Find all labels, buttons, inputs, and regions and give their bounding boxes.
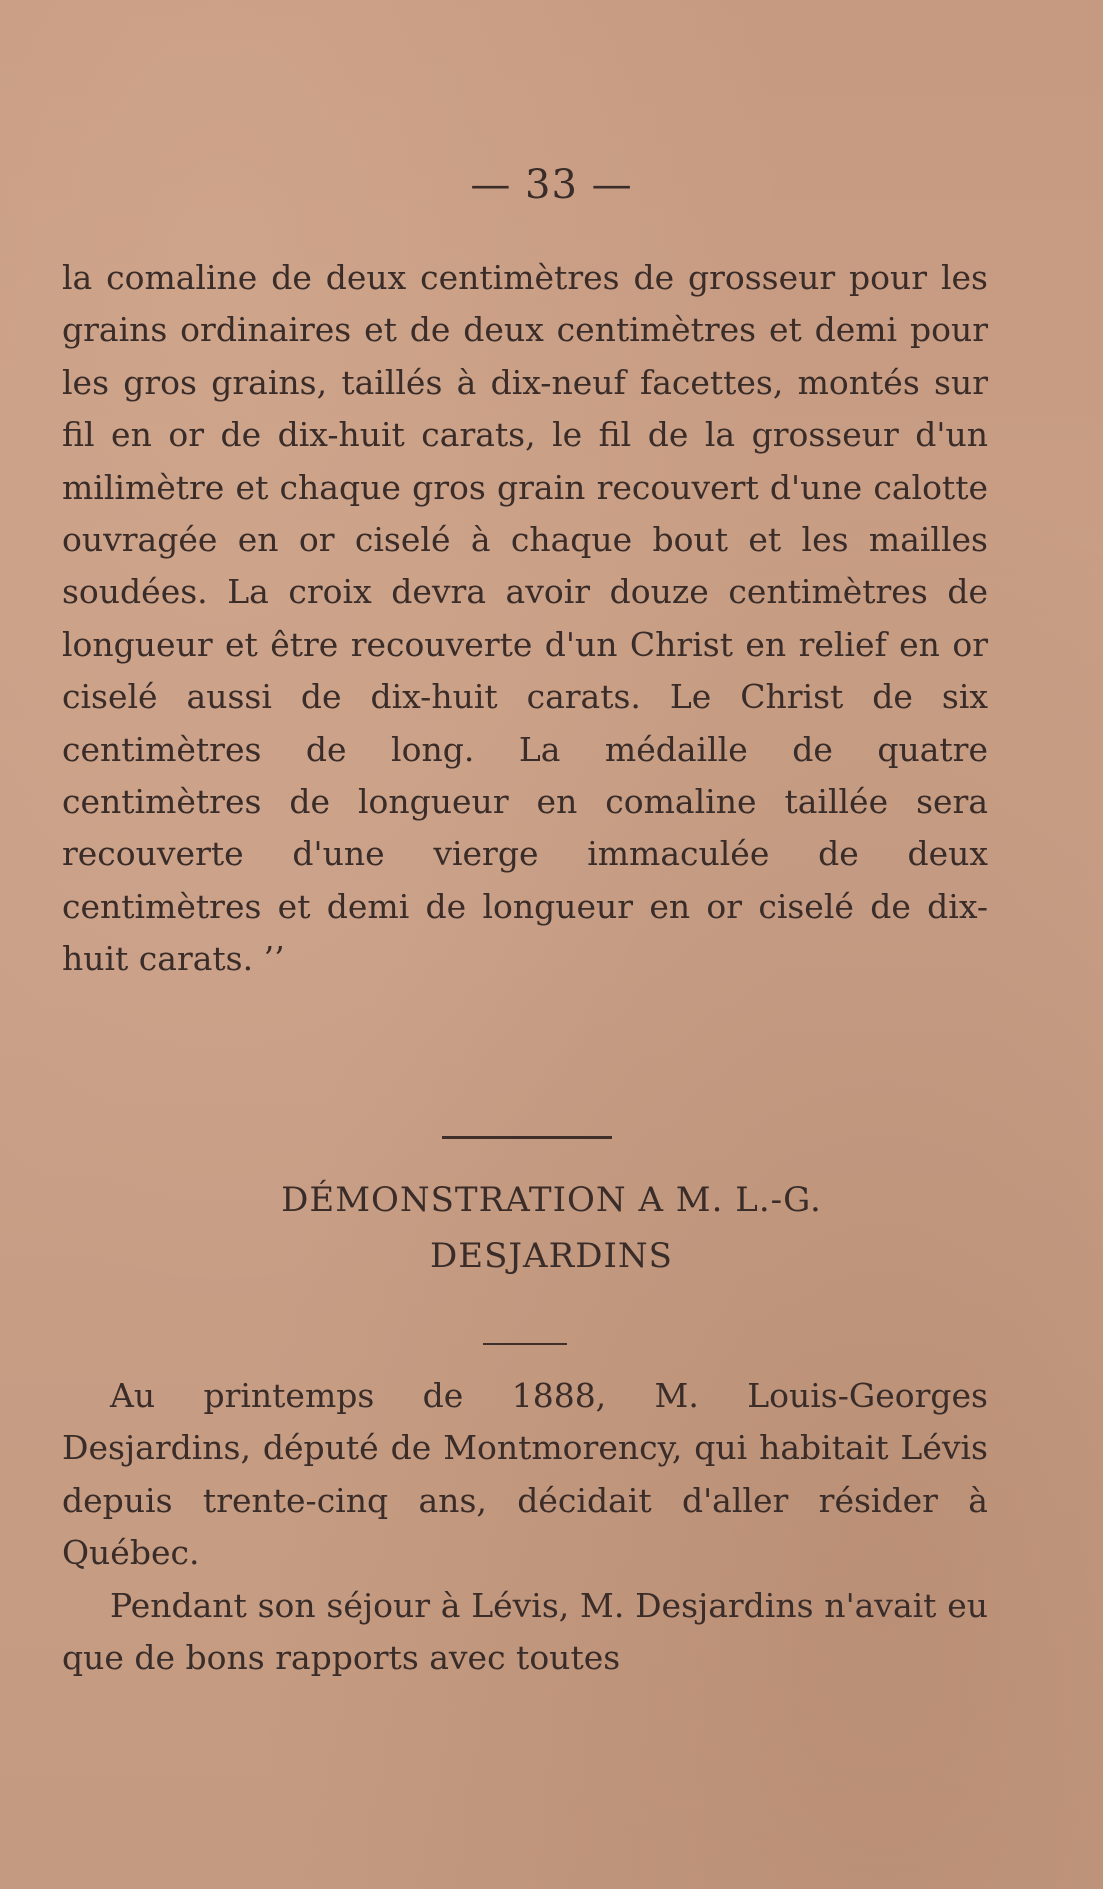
section-body [62, 1370, 988, 1684]
section-divider [442, 1136, 612, 1139]
paragraph-2: Au printemps de 1888, M. Louis-Georges Desjardins, député de Montmorency, qui habitait Lévis depuis trente-cinq ans, décidait d'aller résider à Québec. [62, 1376, 988, 1573]
paragraph-continuation [62, 252, 988, 986]
section-heading-line-1: DÉMONSTRATION A M. L.-G. [281, 1180, 822, 1220]
section-heading-line-2: DESJARDINS [430, 1236, 673, 1276]
page-number: — 33 — [470, 162, 633, 208]
paragraph-3: Pendant son séjour à Lévis, M. Desjardins n'avait eu que de bons rapports avec toutes [62, 1585, 988, 1678]
paragraph-1: la comaline de deux centimètres de grosseur pour les grains ordinaires et de deux centimètres et demi pour les gros grains, taillés à dix-neuf facettes, montés sur fil en or de dix-huit carats, le fil de la grosseur d'un milimètre et chaque gros grain recouvert d'une calotte ouvragée en or ciselé à chaque bout et les mailles soudées. La croix devra avoir douze centimètres de longueur et être recouverte d'un Christ en relief en or ciselé aussi de dix-huit carats. Le Christ de six centimètres de long. La médaille de quatre centimètres de longueur en comaline taillée sera recouverte d'une vierge immaculée de deux centimètres et demi de longueur en or ciselé de dix-huit carats. ’’ [62, 258, 988, 979]
heading-underline [483, 1343, 567, 1345]
